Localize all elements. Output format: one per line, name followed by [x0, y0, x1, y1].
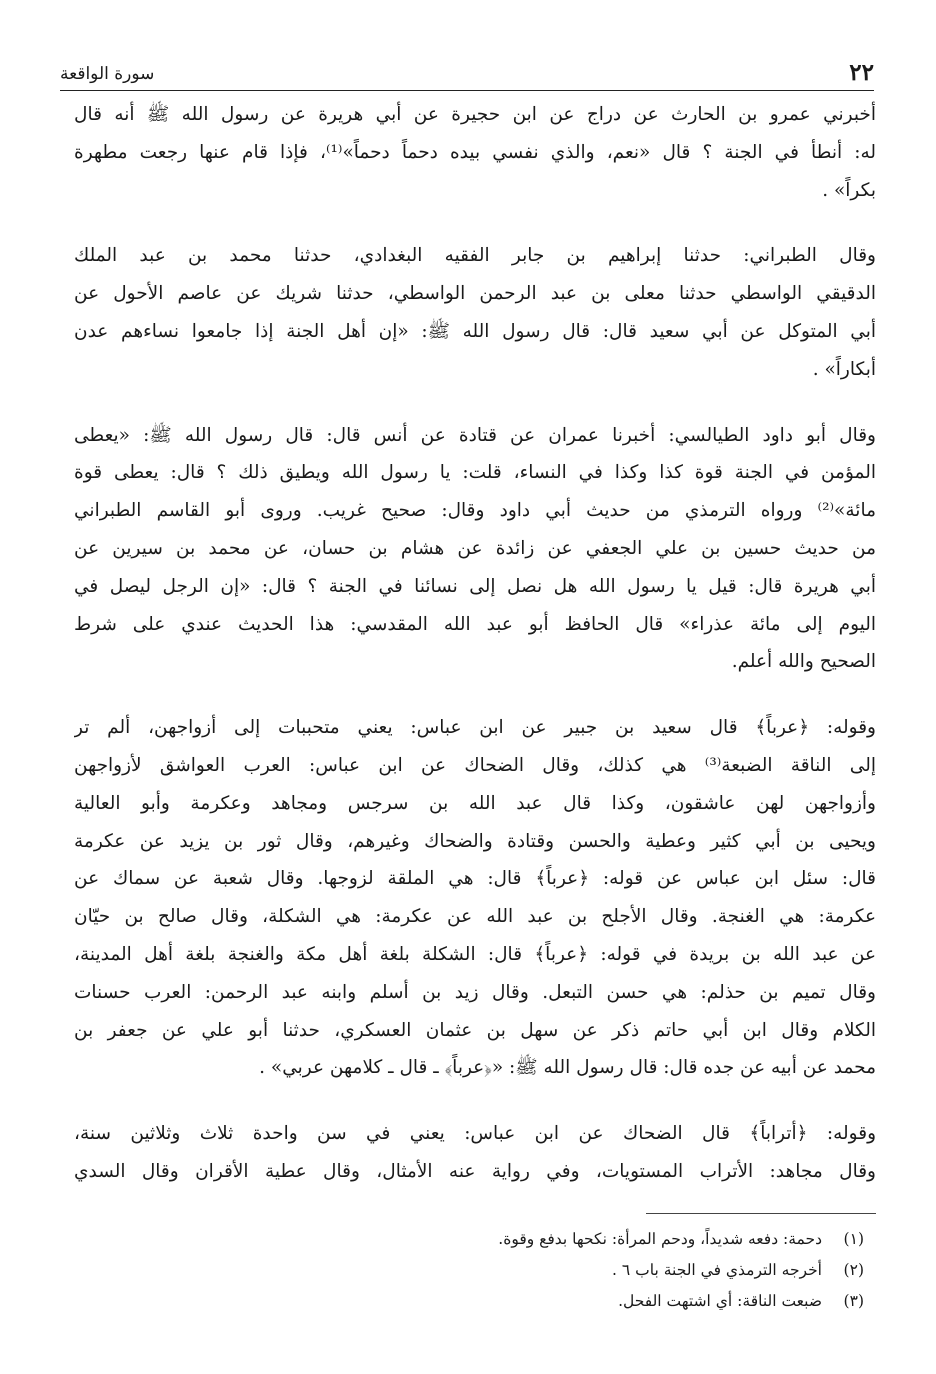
footnote [304, 1224, 864, 1255]
text-line: إلى الناقة الضبعة⁽³⁾ هي كذلك، وقال الضحاك عن ابن عباس: العرب العواشق لأزواجهن [74, 754, 876, 776]
page-header [60, 52, 874, 91]
text-line: الدقيقي الواسطي حدثنا معلى بن عبد الرحمن الواسطي، حدثنا شريك عن عاصم الأحول عن [74, 283, 876, 305]
text-line: قال: سئل ابن عباس عن قوله: ﴿عرباً﴾ قال: هي الملقة لزوجها. وقال شعبة عن سماك عن [74, 868, 876, 890]
footnote-text: أخرجه الترمذي في الجنة باب ٦ . [612, 1261, 822, 1279]
text-line: أخبرني عمرو بن الحارث عن دراج عن ابن حجيرة عن أبي هريرة عن رسول الله ﷺ أنه قال [74, 104, 876, 125]
footnote-number: (٢) [843, 1261, 864, 1279]
footnotes [304, 1224, 864, 1317]
text-line: عن عبد الله بن بريدة في قوله: ﴿عرباً﴾ قال: الشكلة بلغة أهل مكة والغنجة بلغة أهل المدينة، [74, 943, 876, 965]
paragraph [74, 417, 876, 682]
text-line: الكلام وقال ابن أبي حاتم ذكر عن سهل بن عثمان العسكري، حدثنا أبو علي عن جعفر بن [74, 1019, 876, 1041]
text-line: أبي المتوكل عن أبي سعيد قال: قال رسول الله ﷺ: «إن أهل الجنة إذا جامعوا نساءهم عدن [74, 320, 876, 342]
text-line: وقال مجاهد: الأتراب المستويات، وفي رواية عنه الأمثال، وقال عطية الأقران وقال السدي [74, 1160, 876, 1182]
text-line: المؤمن في الجنة قوة كذا وكذا في النساء، قلت: يا رسول الله ويطيق ذلك ؟ قال: يعطى قوة [74, 462, 876, 484]
text-line: وقال أبو داود الطيالسي: أخبرنا عمران عن قتادة عن أنس قال: قال رسول الله ﷺ: «يعطى [74, 424, 876, 446]
text-line: مائة»⁽²⁾ ورواه الترمذي من حديث أبي داود وقال: صحيح غريب. وروى أبو القاسم الطبراني [74, 500, 876, 522]
text-line: من حديث حسين بن علي الجعفي عن زائدة عن هشام بن حسان، عن محمد بن سيرين عن [74, 537, 876, 559]
paragraph [74, 1115, 876, 1191]
footnote-text: دحمة: دفعه شديداً، ودحم المرأة: نكحها بدفع وقوة. [498, 1230, 822, 1248]
footnote-text: ضبعت الناقة: أي اشتهت الفحل. [618, 1292, 822, 1310]
running-title: سورة الواقعة [60, 64, 155, 84]
text-line: وقال الطبراني: حدثنا إبراهيم بن جابر الفقيه البغدادي، حدثنا محمد بن عبد الملك [74, 245, 876, 267]
paragraph [74, 709, 876, 1087]
text-line: عكرمة: هي الغنجة. وقال الأجلح بن عبد الله عن عكرمة: هي الشكلة، وقال صالح بن حيّان [74, 906, 876, 928]
text-line: ويحيى بن أبي كثير وعطية والحسن وقتادة والضحاك وغيرهم، وقال ثور بن يزيد عن عكرمة [74, 830, 876, 852]
text-line: وقال تميم بن حذلم: هي حسن التبعل. وقال زيد بن أسلم وابنه عبد الرحمن: العرب حسنات [74, 981, 876, 1003]
text-line: له: أنطأ في الجنة ؟ قال «نعم، والذي نفسي بيده دحماً دحماً»⁽¹⁾، فإذا قام عنها رجعت مطهرة [74, 141, 876, 163]
main-text [74, 96, 876, 1219]
footnote [304, 1286, 864, 1317]
text-line: أبكاراً» . [812, 358, 876, 380]
footnote-number: (١) [843, 1230, 864, 1248]
text-line: اليوم إلى مائة عذراء» قال الحافظ أبو عبد الله المقدسي: هذا الحديث عندي على شرط [74, 613, 876, 635]
text-line: بكراً» . [822, 179, 876, 201]
page-number: ٢٢ [849, 59, 874, 86]
footnote [304, 1255, 864, 1286]
footnote-number: (٣) [843, 1292, 864, 1310]
text-line: أبي هريرة قال: قيل يا رسول الله هل نصل إلى نسائنا في الجنة ؟ قال: «إن الرجل ليصل في [74, 575, 876, 597]
text-line: وقوله: ﴿أتراباً﴾ قال الضحاك عن ابن عباس: يعني في سن واحدة ثلاث وثلاثين سنة، [74, 1123, 876, 1145]
text-line: محمد عن أبيه عن جده قال: قال رسول الله ﷺ: «﴿عرباً﴾ ـ قال ـ كلامهن عربي» . [259, 1057, 876, 1079]
text-line: الصحيح والله أعلم. [731, 651, 876, 673]
text-line: وأزواجهن لهن عاشقون، وكذا قال عبد الله بن سرجس ومجاهد وعكرمة وأبو العالية [74, 792, 876, 814]
paragraph [74, 96, 876, 209]
text-line: وقوله: ﴿عرباً﴾ قال سعيد بن جبير عن ابن عباس: يعني متحببات إلى أزواجهن، ألم تر [74, 717, 876, 739]
paragraph [74, 237, 876, 388]
footnotes-divider [646, 1213, 876, 1214]
